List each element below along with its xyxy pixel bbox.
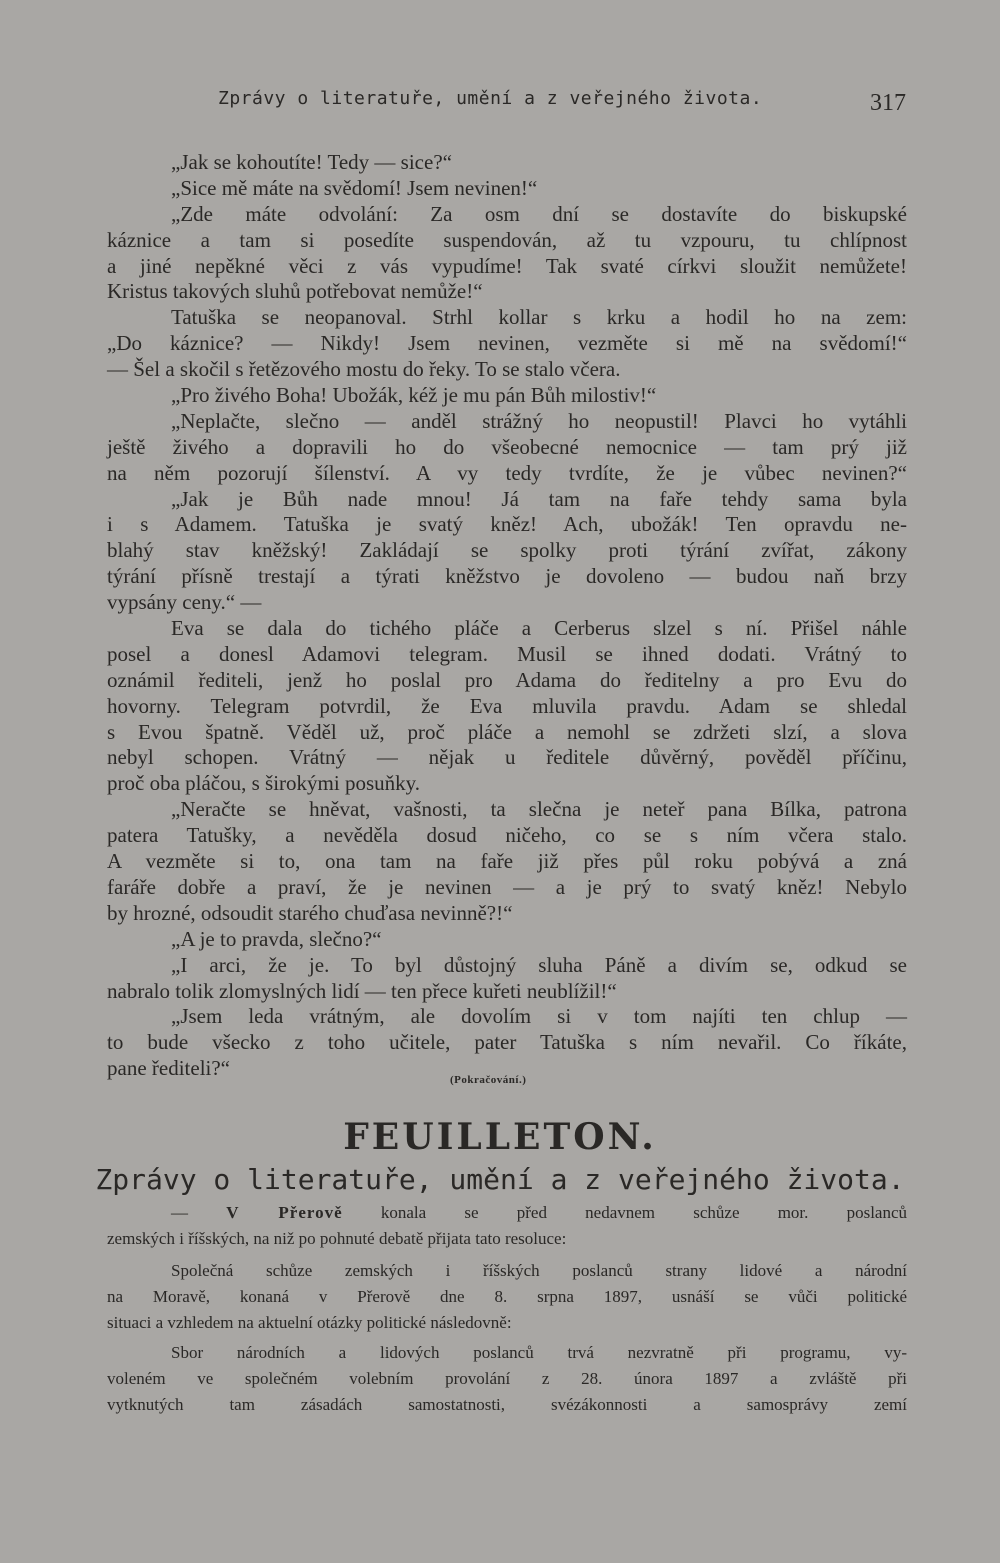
story-line: oznámil řediteli, jenž ho poslal pro Adama do ředitelny a pro Evu do <box>107 667 907 692</box>
resolution-line: vytknutých tam zásadách samostatnosti, svézákonnosti a samosprávy zemí <box>107 1395 907 1414</box>
story-line: káznice a tam si posedíte suspendován, až tu vzpouru, tu chlípnost <box>107 227 907 252</box>
section-title: Zprávy o literatuře, umění a z veřejného života. <box>95 1163 905 1196</box>
story-line: vypsány ceny.“ — <box>107 590 262 615</box>
story-line: „A je to pravda, slečno?“ <box>171 926 382 951</box>
story-line: „Jak je Bůh nade mnou! Já tam na faře tehdy sama byla <box>171 486 907 511</box>
story-line: na něm pozorují šílenství. A vy tedy tvrdíte, že je vůbec nevinen?“ <box>107 460 907 485</box>
story-line: nebyl schopen. Vrátný — nějak u ředitele důvěrný, pověděl příčinu, <box>107 745 907 770</box>
story-line: „Neračte se hněvat, vašnosti, ta slečna je neteř pana Bílka, patrona <box>171 797 907 822</box>
intro-line1-rest: konala se před nedavnem schůze mor. poslanců <box>380 1203 908 1222</box>
story-line: „I arci, že je. To byl důstojný sluha Páně a divím se, odkud se <box>171 952 907 977</box>
story-line: faráře dobře a praví, že je nevinen — a je prý to svatý kněz! Nebylo <box>107 874 907 899</box>
story-line: blahý stav kněžský! Zakládají se spolky proti týrání zvířat, zákony <box>107 538 907 563</box>
running-title: Zprávy o literatuře, umění a z veřejného života. <box>218 88 763 109</box>
resolution-line: situaci a vzhledem na aktuelní otázky politické následovně: <box>107 1313 512 1332</box>
story-line: „Sice mě máte na svědomí! Jsem nevinen!“ <box>171 175 538 200</box>
news-intro-line-2: zemských i říšských, na niž po pohnuté debatě přijata tato resoluce: <box>107 1229 567 1248</box>
story-text <box>107 150 907 1082</box>
continuation-note: (Pokračování.) <box>450 1074 527 1086</box>
story-line: Tatuška se neopanoval. Strhl kollar s krku a hodil ho na zem: <box>171 305 907 330</box>
resolution-paragraph-2 <box>107 1340 907 1418</box>
story-line: „Pro živého Boha! Ubožák, kéž je mu pán Bůh milostiv!“ <box>171 383 657 408</box>
item-place-name: V Přerově <box>226 1203 343 1222</box>
news-intro <box>107 1200 907 1252</box>
story-line: pane řediteli?“ <box>107 1056 231 1081</box>
item-dash: — <box>171 1203 188 1222</box>
resolution-paragraph <box>107 1258 907 1336</box>
story-line: nabralo tolik zlomyslných lidí — ten přece kuřeti neublížil!“ <box>107 978 617 1003</box>
story-line: „Jsem leda vrátným, ale dovolím si v tom najíti ten chlup — <box>171 1004 907 1029</box>
page-number: 317 <box>870 90 906 116</box>
story-line: proč oba pláčou, s širokými posuňky. <box>107 771 421 796</box>
story-line: i s Adamem. Tatuška je svatý kněz! Ach, ubožák! Ten opravdu ne- <box>107 512 907 537</box>
story-line: „Jak se kohoutíte! Tedy — sice?“ <box>171 150 452 174</box>
story-line: hovorny. Telegram potvrdil, že Eva mluvila pravdu. Adam se shledal <box>107 693 907 718</box>
story-line: posel a donesl Adamovi telegram. Musil se ihned dodati. Vrátný to <box>107 641 907 666</box>
story-line: „Zde máte odvolání: Za osm dní se dostavíte do biskupské <box>171 201 907 226</box>
story-line: patera Tatušky, a nevěděla dosud ničeho, co se s ním včera stalo. <box>107 823 907 848</box>
story-line: — Šel a skočil s řetězového mostu do řeky. To se stalo včera. <box>107 357 621 382</box>
story-line: s Evou špatně. Věděl už, proč pláče a nemohl se zdržeti slzí, a slova <box>107 719 907 744</box>
feuilleton-heading: FEUILLETON. <box>343 1116 657 1158</box>
news-intro-line-1 <box>107 1200 907 1226</box>
running-head <box>0 88 1000 118</box>
resolution-line: Společná schůze zemských i říšských poslanců strany lidové a národní <box>171 1261 907 1280</box>
story-line: Kristus takových sluhů potřebovat nemůže!“ <box>107 279 483 304</box>
story-line: „Neplačte, slečno — anděl strážný ho neopustil! Plavci ho vytáhli <box>171 408 907 433</box>
story-line: by hrozné, odsoudit starého chuďasa nevinně?!“ <box>107 900 513 925</box>
story-line: ještě živého a dopravili ho do všeobecné nemocnice — tam prý již <box>107 434 907 459</box>
story-line: Eva se dala do tichého pláče a Cerberus slzel s ní. Přišel náhle <box>171 616 907 641</box>
story-line: A vezměte si to, ona tam na faře již přes půl roku pobývá a zná <box>107 849 907 874</box>
story-line: týrání přísně trestají a týrati kněžstvo je dovoleno — budou naň brzy <box>107 564 907 589</box>
story-line: a jiné nepěkné věci z vás vypudíme! Tak svaté církvi sloužit nemůžete! <box>107 253 907 278</box>
resolution-line: voleném ve společném volebním provolání z 28. února 1897 a zvláště při <box>107 1369 907 1388</box>
story-line: „Do káznice? — Nikdy! Jsem nevinen, vezměte si mě na svědomí!“ <box>107 331 907 356</box>
resolution-line: Sbor národních a lidových poslanců trvá nezvratně při programu, vy- <box>171 1343 907 1362</box>
story-line: to bude všecko z toho učitele, pater Tatuška s ním nevařil. Co říkáte, <box>107 1030 907 1055</box>
resolution-line: na Moravě, konaná v Přerově dne 8. srpna 1897, usnáší se vůči politické <box>107 1287 907 1306</box>
